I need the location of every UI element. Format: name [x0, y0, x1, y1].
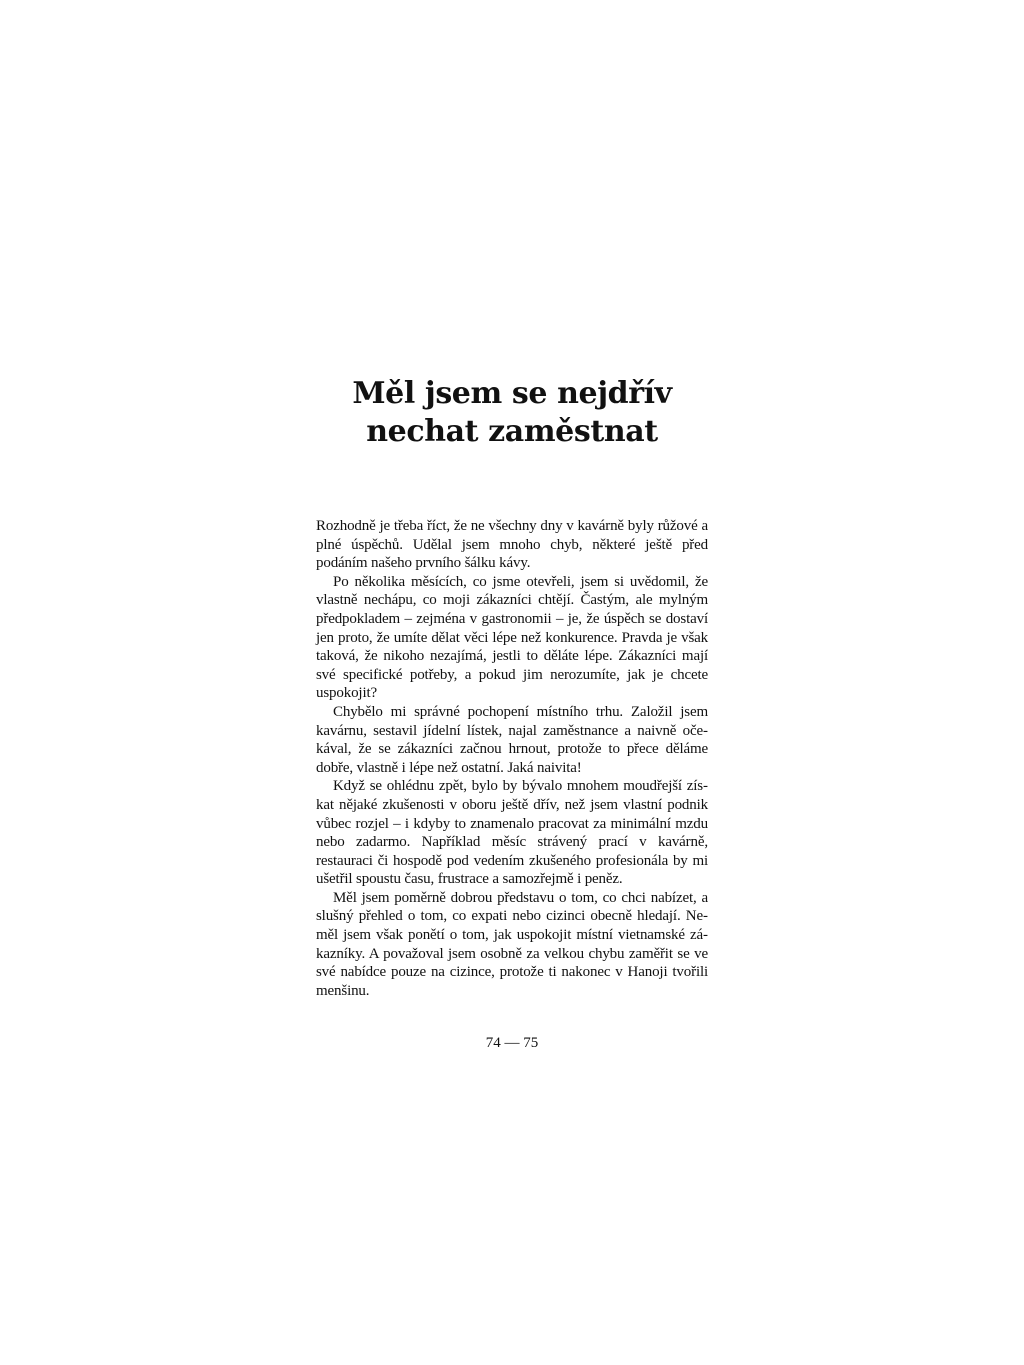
- chapter-title-line-2: nechat zaměstnat: [366, 414, 658, 449]
- chapter-title: [312, 375, 712, 451]
- paragraph: Chybělo mi správné pochopení místního trhu. Založil jsem kavárnu, sestavil jídelní lístek, najal zaměstnance a naivně očekával, že se zákazníci začnou hrnout, protože to přece děláme dobře, vlastně i lépe než ostatní. Jaká naivita!: [316, 703, 708, 776]
- page-numbers: 74 — 75: [485, 1035, 539, 1051]
- body-text: [316, 517, 708, 1000]
- paragraph: Když se ohlédnu zpět, bylo by bývalo mnohem moudřejší získat nějaké zkušenosti v oboru ještě dřív, než jsem vlastní podnik vůbec rozjel – i kdyby to znamenalo pracovat za minimální mzdu nebo zadarmo. Například měsíc strávený prací v kavárně, restauraci či hospodě pod vedením zkušeného profesionála by mi ušetřil spoustu času, frustrace a samozřejmě i peněz.: [316, 778, 708, 888]
- paragraph: Měl jsem poměrně dobrou představu o tom, co chci nabízet, a slušný přehled o tom, co expati nebo cizinci obecně hledají. Neměl jsem však ponětí o tom, jak uspokojit místní vietnamské zákazníky. A považoval jsem osobně za velkou chybu zaměřit se ve své nabídce pouze na cizince, protože ti nakonec v Hanoji tvořili menšinu.: [316, 889, 708, 999]
- paragraph: Po několika měsících, co jsme otevřeli, jsem si uvědomil, že vlastně nechápu, co moji zákazníci chtějí. Častým, ale mylným předpokladem – zejména v gastronomii – je, že úspěch se dostaví jen proto, že umíte dělat věci lépe než konkurence. Pravda je však taková, že nikoho nezajímá, jestli to děláte lépe. Zákazníci mají své specifické potřeby, a pokud jim nerozumíte, jak je chcete uspokojit?: [316, 573, 708, 702]
- chapter-title-line-1: Měl jsem se nejdřív: [352, 376, 672, 411]
- paragraph: Rozhodně je třeba říct, že ne všechny dny v kavárně byly růžové a plné úspěchů. Udělal jsem mnoho chyb, některé ještě před podáním našeho prvního šálku kávy.: [316, 518, 708, 572]
